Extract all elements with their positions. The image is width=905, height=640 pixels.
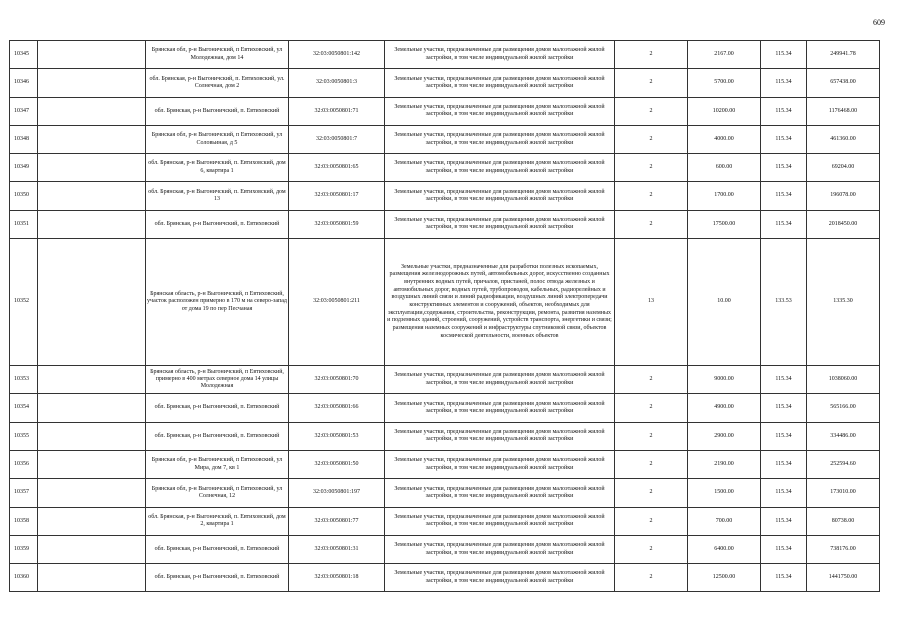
- cadastral-number-cell: 32:03:0050801:53: [289, 422, 385, 450]
- cadastral-value-cell: 461360.00: [807, 125, 880, 153]
- table-row: [10, 394, 880, 422]
- area-cell: 10.00: [688, 239, 761, 366]
- blank-cell: [38, 125, 146, 153]
- address-cell: обл. Брянская, р-н Выгоничский, п. Евтиховский, дом 6, квартира 1: [146, 154, 289, 182]
- table-row: [10, 366, 880, 394]
- rate-cell: 115.34: [761, 154, 807, 182]
- area-cell: 10200.00: [688, 97, 761, 125]
- rate-cell: 115.34: [761, 69, 807, 97]
- address-cell: обл. Брянская, р-н Выгоничский, п. Евтиховский, дом 2, квартира 1: [146, 507, 289, 535]
- rate-cell: 133.53: [761, 239, 807, 366]
- group-cell: 13: [615, 239, 688, 366]
- cadastral-number-cell: 32:03:0050801:18: [289, 564, 385, 592]
- cadastral-value-cell: 1176468.00: [807, 97, 880, 125]
- rate-cell: 115.34: [761, 182, 807, 210]
- table-row: [10, 69, 880, 97]
- area-cell: 2190.00: [688, 450, 761, 478]
- group-cell: 2: [615, 69, 688, 97]
- cadastral-value-cell: 1038060.00: [807, 366, 880, 394]
- table-row: [10, 125, 880, 153]
- area-cell: 5700.00: [688, 69, 761, 97]
- blank-cell: [38, 210, 146, 238]
- row-number-cell: 10357: [10, 479, 38, 507]
- row-number-cell: 10351: [10, 210, 38, 238]
- cadastral-number-cell: 32:03:0050801:77: [289, 507, 385, 535]
- cadastral-number-cell: 32:03:0050801:59: [289, 210, 385, 238]
- group-cell: 2: [615, 154, 688, 182]
- row-number-cell: 10358: [10, 507, 38, 535]
- row-number-cell: 10353: [10, 366, 38, 394]
- group-cell: 2: [615, 366, 688, 394]
- table-row: [10, 479, 880, 507]
- rate-cell: 115.34: [761, 535, 807, 563]
- row-number-cell: 10350: [10, 182, 38, 210]
- table-row: [10, 210, 880, 238]
- land-use-cell: Земельные участки, предназначенные для размещения домов малоэтажной жилой застройки, в том числе индивидуальной жилой застройки: [385, 69, 615, 97]
- row-number-cell: 10345: [10, 41, 38, 69]
- group-cell: 2: [615, 210, 688, 238]
- rate-cell: 115.34: [761, 125, 807, 153]
- address-cell: обл. Брянская, р-н Выгоничский, п. Евтиховский: [146, 394, 289, 422]
- cadastral-value-cell: 69204.00: [807, 154, 880, 182]
- cadastral-value-cell: 334486.00: [807, 422, 880, 450]
- cadastral-number-cell: 32:03:0050801:197: [289, 479, 385, 507]
- rate-cell: 115.34: [761, 97, 807, 125]
- area-cell: 6400.00: [688, 535, 761, 563]
- area-cell: 700.00: [688, 507, 761, 535]
- rate-cell: 115.34: [761, 507, 807, 535]
- row-number-cell: 10347: [10, 97, 38, 125]
- rate-cell: 115.34: [761, 366, 807, 394]
- blank-cell: [38, 41, 146, 69]
- address-cell: обл. Брянская, р-н Выгоничский, п. Евтиховский: [146, 535, 289, 563]
- cadastral-number-cell: 32:03:0050801:211: [289, 239, 385, 366]
- cadastral-value-cell: 1441750.00: [807, 564, 880, 592]
- cadastral-number-cell: 32:03:0050801:17: [289, 182, 385, 210]
- area-cell: 600.00: [688, 154, 761, 182]
- address-cell: Брянская область, р-н Выгоничский, п Евтиховский, участок расположен примерно в 170 м на северо-запад от дома 19 по пер Песчаная: [146, 239, 289, 366]
- group-cell: 2: [615, 394, 688, 422]
- land-use-cell: Земельные участки, предназначенные для размещения домов малоэтажной жилой застройки, в том числе индивидуальной жилой застройки: [385, 535, 615, 563]
- cadastral-value-cell: 252594.60: [807, 450, 880, 478]
- land-use-cell: Земельные участки, предназначенные для размещения домов малоэтажной жилой застройки, в том числе индивидуальной жилой застройки: [385, 564, 615, 592]
- table-row: [10, 422, 880, 450]
- address-cell: обл. Брянская, р-н Выгоничский, п. Евтиховский: [146, 564, 289, 592]
- cadastral-number-cell: 32:03:0050801:66: [289, 394, 385, 422]
- blank-cell: [38, 182, 146, 210]
- table-row: [10, 535, 880, 563]
- group-cell: 2: [615, 97, 688, 125]
- address-cell: обл. Брянская, р-н Выгоничский, п. Евтиховский, ул. Солнечная, дом 2: [146, 69, 289, 97]
- table-row: [10, 154, 880, 182]
- land-use-cell: Земельные участки, предназначенные для размещения домов малоэтажной жилой застройки, в том числе индивидуальной жилой застройки: [385, 394, 615, 422]
- cadastral-number-cell: 32:03:0050801:142: [289, 41, 385, 69]
- cadastral-number-cell: 32:03:0050801:31: [289, 535, 385, 563]
- cadastral-value-cell: 738176.00: [807, 535, 880, 563]
- blank-cell: [38, 507, 146, 535]
- blank-cell: [38, 97, 146, 125]
- cadastral-value-cell: 196078.00: [807, 182, 880, 210]
- cadastral-number-cell: 32:03:0050801:7: [289, 125, 385, 153]
- row-number-cell: 10346: [10, 69, 38, 97]
- group-cell: 2: [615, 564, 688, 592]
- blank-cell: [38, 154, 146, 182]
- blank-cell: [38, 69, 146, 97]
- cadastral-number-cell: 32:03:0050801:71: [289, 97, 385, 125]
- group-cell: 2: [615, 125, 688, 153]
- land-use-cell: Земельные участки, предназначенные для размещения домов малоэтажной жилой застройки, в том числе индивидуальной жилой застройки: [385, 154, 615, 182]
- blank-cell: [38, 366, 146, 394]
- group-cell: 2: [615, 41, 688, 69]
- blank-cell: [38, 239, 146, 366]
- rate-cell: 115.34: [761, 450, 807, 478]
- rate-cell: 115.34: [761, 41, 807, 69]
- cadastral-value-cell: 565166.00: [807, 394, 880, 422]
- blank-cell: [38, 394, 146, 422]
- table-body: [10, 41, 880, 592]
- cadastral-number-cell: 32:03:0050801:50: [289, 450, 385, 478]
- cadastral-value-cell: 1335.30: [807, 239, 880, 366]
- land-use-cell: Земельные участки, предназначенные для размещения домов малоэтажной жилой застройки, в том числе индивидуальной жилой застройки: [385, 182, 615, 210]
- table-row: [10, 564, 880, 592]
- address-cell: Брянская область, р-н Выгоничский, п Евтиховский, примерно в 400 метрах северное дома 14 улицы Молодежная: [146, 366, 289, 394]
- area-cell: 4900.00: [688, 394, 761, 422]
- group-cell: 2: [615, 535, 688, 563]
- table-row: [10, 97, 880, 125]
- area-cell: 1700.00: [688, 182, 761, 210]
- page-number: 609: [873, 18, 885, 27]
- row-number-cell: 10355: [10, 422, 38, 450]
- land-use-cell: Земельные участки, предназначенные для размещения домов малоэтажной жилой застройки, в том числе индивидуальной жилой застройки: [385, 210, 615, 238]
- cadastral-value-cell: 249941.78: [807, 41, 880, 69]
- land-use-cell: Земельные участки, предназначенные для разработки полезных ископаемых, размещения железнодорожных путей, автомобильных дорог, искусственно созданных внутренних водных путей, причалов, пристаней, полос отвода железных и автомобильных дорог, водных путей, трубопроводов, кабельных, радиорелейных и воздушных линий связи и линий радиофикации, воздушных линий электропередачи конструктивных элементов и сооружений, объектов, необходимых для эксплуатации,содержания, строительства, реконструкции, ремонта, развития наземных и подземных зданий, строений, сооружений, устройств транспорта, энергетики и связи; размещения наземных сооружений и инфраструктуры спутниковой связи, объектов космической деятельности, военных объектов: [385, 239, 615, 366]
- group-cell: 2: [615, 182, 688, 210]
- row-number-cell: 10356: [10, 450, 38, 478]
- area-cell: 2900.00: [688, 422, 761, 450]
- row-number-cell: 10348: [10, 125, 38, 153]
- cadastral-value-cell: 80738.00: [807, 507, 880, 535]
- cadastral-number-cell: 32:03:0050801:70: [289, 366, 385, 394]
- address-cell: Брянская обл, р-н Выгоничский, п Евтиховский, ул Молодежная, дом 14: [146, 41, 289, 69]
- rate-cell: 115.34: [761, 479, 807, 507]
- row-number-cell: 10349: [10, 154, 38, 182]
- group-cell: 2: [615, 479, 688, 507]
- land-use-cell: Земельные участки, предназначенные для размещения домов малоэтажной жилой застройки, в том числе индивидуальной жилой застройки: [385, 97, 615, 125]
- blank-cell: [38, 564, 146, 592]
- rate-cell: 115.34: [761, 210, 807, 238]
- row-number-cell: 10352: [10, 239, 38, 366]
- address-cell: обл. Брянская, р-н Выгоничский, п. Евтиховский: [146, 210, 289, 238]
- table-row: [10, 41, 880, 69]
- table-row: [10, 507, 880, 535]
- land-use-cell: Земельные участки, предназначенные для размещения домов малоэтажной жилой застройки, в том числе индивидуальной жилой застройки: [385, 366, 615, 394]
- group-cell: 2: [615, 507, 688, 535]
- rate-cell: 115.34: [761, 422, 807, 450]
- area-cell: 17500.00: [688, 210, 761, 238]
- table-row: [10, 450, 880, 478]
- cadastral-number-cell: 32:03:0050801:3: [289, 69, 385, 97]
- cadastral-value-cell: 657438.00: [807, 69, 880, 97]
- blank-cell: [38, 535, 146, 563]
- land-use-cell: Земельные участки, предназначенные для размещения домов малоэтажной жилой застройки, в том числе индивидуальной жилой застройки: [385, 41, 615, 69]
- area-cell: 2167.00: [688, 41, 761, 69]
- area-cell: 12500.00: [688, 564, 761, 592]
- blank-cell: [38, 479, 146, 507]
- address-cell: Брянская обл, р-н Выгоничский, п Евтиховский, ул Мира, дом 7, кв 1: [146, 450, 289, 478]
- blank-cell: [38, 450, 146, 478]
- land-use-cell: Земельные участки, предназначенные для размещения домов малоэтажной жилой застройки, в том числе индивидуальной жилой застройки: [385, 479, 615, 507]
- row-number-cell: 10360: [10, 564, 38, 592]
- rate-cell: 115.34: [761, 394, 807, 422]
- row-number-cell: 10354: [10, 394, 38, 422]
- row-number-cell: 10359: [10, 535, 38, 563]
- blank-cell: [38, 422, 146, 450]
- area-cell: 1500.00: [688, 479, 761, 507]
- cadastral-number-cell: 32:03:0050801:65: [289, 154, 385, 182]
- rate-cell: 115.34: [761, 564, 807, 592]
- area-cell: 9000.00: [688, 366, 761, 394]
- address-cell: Брянская обл, р-н Выгоничский, п Евтиховский, ул Соловьиная, д 5: [146, 125, 289, 153]
- cadastral-value-cell: 2018450.00: [807, 210, 880, 238]
- group-cell: 2: [615, 422, 688, 450]
- land-use-cell: Земельные участки, предназначенные для размещения домов малоэтажной жилой застройки, в том числе индивидуальной жилой застройки: [385, 507, 615, 535]
- cadastral-value-table: [9, 40, 880, 592]
- land-use-cell: Земельные участки, предназначенные для размещения домов малоэтажной жилой застройки, в том числе индивидуальной жилой застройки: [385, 450, 615, 478]
- land-use-cell: Земельные участки, предназначенные для размещения домов малоэтажной жилой застройки, в том числе индивидуальной жилой застройки: [385, 422, 615, 450]
- group-cell: 2: [615, 450, 688, 478]
- address-cell: обл. Брянская, р-н Выгоничский, п. Евтиховский: [146, 422, 289, 450]
- cadastral-value-cell: 173010.00: [807, 479, 880, 507]
- area-cell: 4000.00: [688, 125, 761, 153]
- address-cell: обл. Брянская, р-н Выгоничский, п. Евтиховский, дом 13: [146, 182, 289, 210]
- address-cell: обл. Брянская, р-н Выгоничский, п. Евтиховский: [146, 97, 289, 125]
- table-row: [10, 239, 880, 366]
- land-use-cell: Земельные участки, предназначенные для размещения домов малоэтажной жилой застройки, в том числе индивидуальной жилой застройки: [385, 125, 615, 153]
- table-row: [10, 182, 880, 210]
- address-cell: Брянская обл, р-н Выгоничский, п Евтиховский, ул Солнечная, 12: [146, 479, 289, 507]
